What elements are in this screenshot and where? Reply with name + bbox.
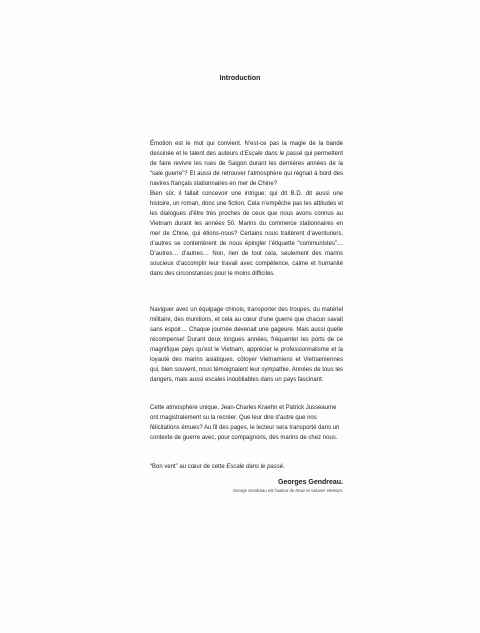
signature: Georges Gendreau. — [278, 479, 343, 486]
paragraph-1 — [150, 139, 343, 189]
paragraph-1-text-start: Émotion est le mot qui convient. N’est-ce pas la magie de la bande dessinée et le talent des auteurs d’ — [150, 141, 343, 157]
paragraph-1-book-title: Escale dans le passé — [244, 151, 303, 157]
author-note-start: George Gendreau est l’auteur de — [232, 488, 296, 493]
paragraph-5-text-start: “Bon vent” au cœur de cette — [150, 464, 227, 470]
paragraph-5 — [150, 462, 343, 472]
paragraph-2: Bien sûr, il fallait concevoir une intrigue; qui dit B.D. dit aussi une histoire, un roman, donc une fiction. Cela n’empêche pas les attitudes et les dialogues d’être très proches de ceux que nous avons connus au Vietnam durant les années 50. Marins du commerce stationnaires en mer de Chine, qui étions-nous? Certains nous traitèrent d’aventuriers, d’autres se contentèrent de nous épingler l’étiquette “communistes”…D’autres… d’autres… Non, rien de tout cela, seulement des marins soucieux d’accomplir leur travail avec compétence, calme et humanité dans des circonstances pour le moins difficiles. — [150, 191, 343, 277]
paragraph-1-text-end: qui permettent de faire revivre les rues de Saigon durant les dernières années de la “sale guerre”? Et aussi de retrouver l’atmosphère qui régnait à bord des navires français stationnaires en mer de Chine? — [150, 151, 343, 187]
paragraph-3: Naviguer avec un équipage chinois, transporter des troupes, du matériel militaire, des munitions, et cela au cœur d’une guerre que chacun savait sans espoir… Chaque journée devenait une gageure. Mais aussi quelle récompense! Durant deux longues années, fréquenter les ports de ce magnifique pays qu’est le Vietnam, apprécier le professionnalisme et la loyauté des marins asiatiques, côtoyer Vietnamiens et Vietnamiennes qui, bien souvent, nous témoignaient leur sympathie. Années de tous les dangers, mais aussi escales inoubliables dans un pays fascinant. — [150, 307, 343, 383]
paragraph-5-text-end: . — [283, 464, 285, 470]
paragraph-5-book-title: Escale dans le passé — [226, 464, 284, 470]
page-title: Introduction — [219, 75, 261, 82]
author-note-book-title: Nous te saluons Vietnam — [295, 488, 342, 493]
paragraph-4: Cette atmosphère unique, Jean-Charles Kraehn et Patrick Jusseaume ont magistralement su la recréer. Que leur dire d’autre que nos félicitations émues? Au fil des pages, le lecteur sera transporté dans un contexte de guerre avec, pour compagnons, des marins de chez nous. — [150, 405, 340, 441]
author-note — [233, 488, 343, 494]
author-note-end: . — [341, 488, 343, 493]
